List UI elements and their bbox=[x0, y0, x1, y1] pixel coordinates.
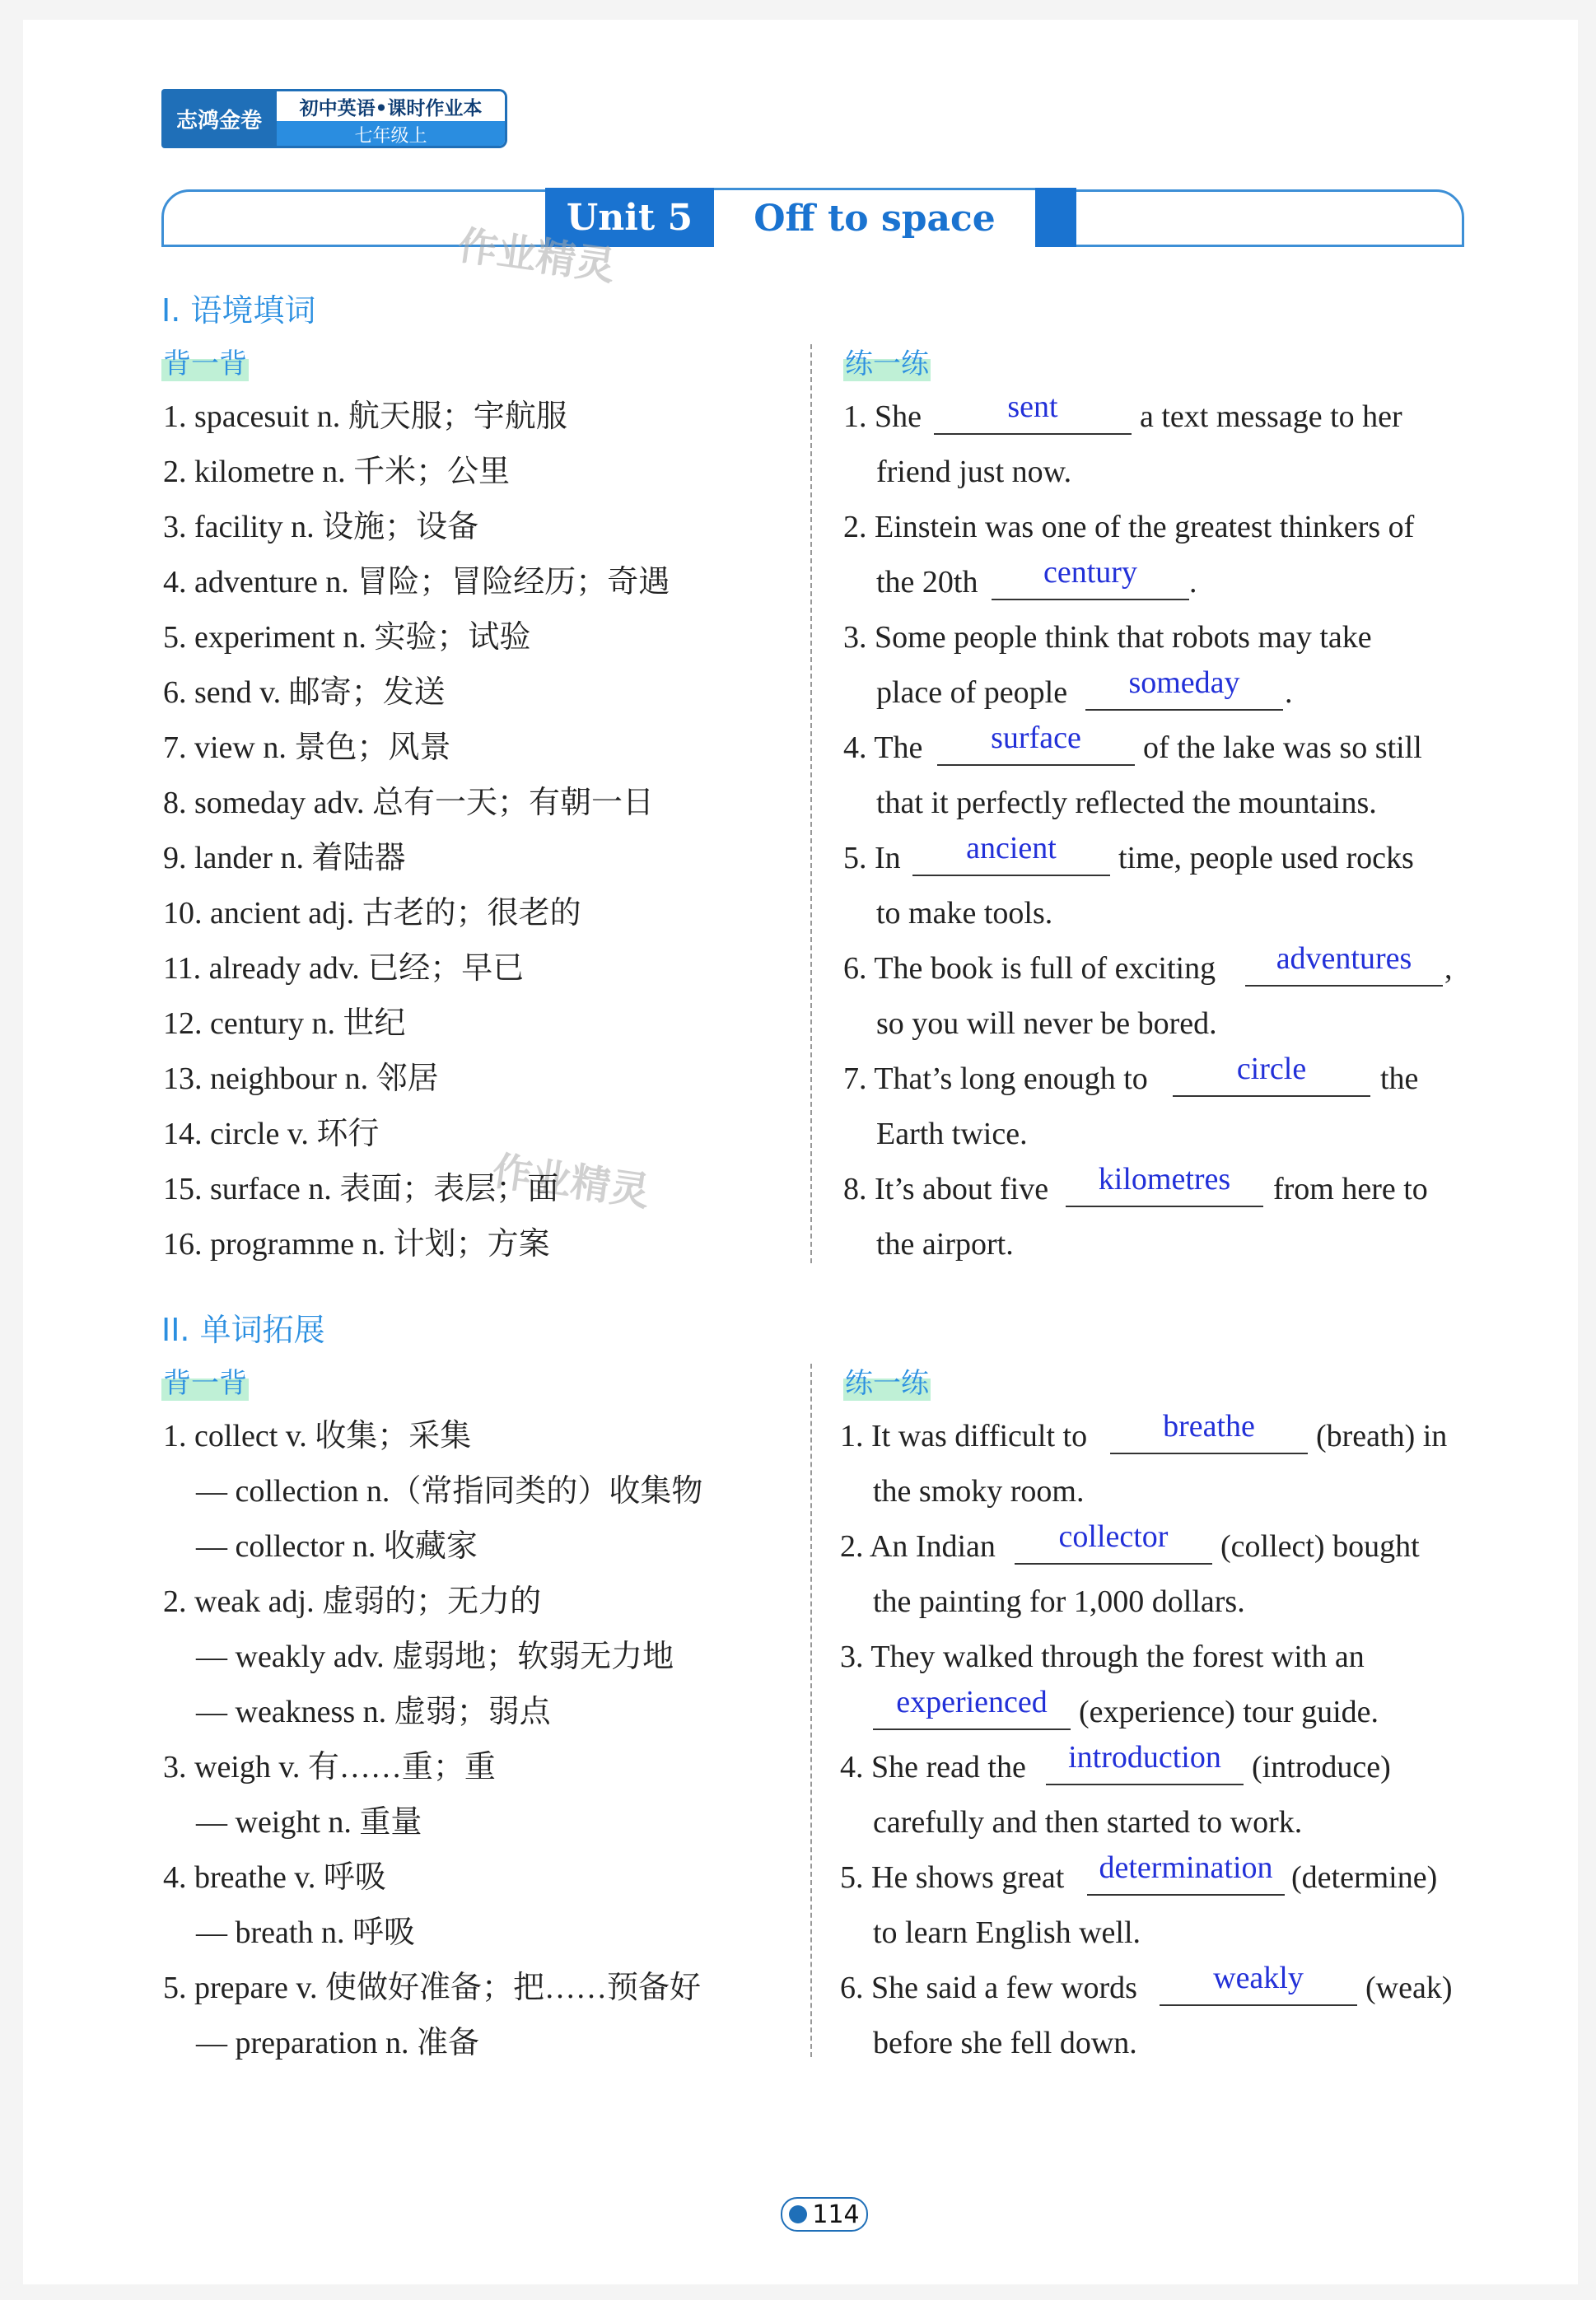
series-name: 初中英语•课时作业本 bbox=[277, 91, 505, 121]
exercise-text: 2. Einstein was one of the greatest thinkers of bbox=[843, 510, 1415, 544]
exercise-text: the painting for 1,000 dollars. bbox=[873, 1584, 1245, 1619]
exercise-text: 5. He shows great bbox=[840, 1860, 1065, 1895]
exercise-text: . bbox=[1285, 675, 1293, 710]
exercise-text: (collect) bought bbox=[1220, 1529, 1420, 1564]
exercise-text: from here to bbox=[1273, 1172, 1428, 1206]
answer-blank[interactable] bbox=[1085, 709, 1283, 711]
vocab-derivative: — collector n. 收藏家 bbox=[196, 1529, 478, 1564]
exercise-text: 4. The bbox=[843, 730, 923, 765]
exercise-text: 7. That’s long enough to bbox=[843, 1061, 1148, 1096]
exercise-text: the bbox=[1380, 1061, 1419, 1096]
answer-blank[interactable] bbox=[1110, 1453, 1308, 1454]
answer-blank[interactable] bbox=[992, 599, 1189, 600]
answer-text: sent bbox=[1007, 390, 1058, 424]
exercise-text: 1. It was difficult to bbox=[840, 1419, 1088, 1453]
vocab-item: 3. weigh v. 有……重；重 bbox=[163, 1750, 496, 1784]
vocab-item: 16. programme n. 计划；方案 bbox=[163, 1227, 550, 1262]
vocab-item: 1. collect v. 收集；采集 bbox=[163, 1419, 472, 1453]
exercise-text: time, people used rocks bbox=[1118, 841, 1414, 875]
watermark-middle: 作业精灵 bbox=[489, 1147, 653, 1216]
vocab-item: 7. view n. 景色；风景 bbox=[163, 730, 451, 765]
exercise-text: 5. In bbox=[843, 841, 901, 875]
series-badge bbox=[161, 89, 507, 148]
answer-blank[interactable] bbox=[934, 433, 1132, 435]
answer-text: circle bbox=[1236, 1052, 1307, 1086]
exercise-text: friend just now. bbox=[876, 455, 1072, 489]
answer-text: someday bbox=[1128, 665, 1240, 700]
answer-text: weakly bbox=[1213, 1961, 1304, 1995]
vocab-derivative: — weight n. 重量 bbox=[196, 1805, 422, 1840]
answer-blank[interactable] bbox=[937, 764, 1135, 766]
answer-text: collector bbox=[1058, 1519, 1169, 1554]
answer-blank[interactable] bbox=[1173, 1095, 1370, 1097]
vocab-item: 8. someday adv. 总有一天；有朝一日 bbox=[163, 786, 654, 820]
exercise-text: to make tools. bbox=[876, 896, 1053, 931]
vocab-item: 4. adventure n. 冒险；冒险经历；奇遇 bbox=[163, 565, 670, 599]
exercise-text: place of people bbox=[876, 675, 1068, 710]
exercise-text: 3. They walked through the forest with an bbox=[840, 1640, 1365, 1674]
exercise-text: a text message to her bbox=[1140, 399, 1402, 434]
vocab-derivative: — weakness n. 虚弱；弱点 bbox=[196, 1695, 551, 1729]
exercise-text: (breath) in bbox=[1316, 1419, 1448, 1453]
vocab-derivative: — breath n. 呼吸 bbox=[196, 1915, 415, 1950]
vocab-item: 1. spacesuit n. 航天服；宇航服 bbox=[163, 399, 567, 434]
answer-text: experienced bbox=[896, 1685, 1048, 1719]
exercise-text: of the lake was so still bbox=[1143, 730, 1422, 765]
exercise-text: (experience) tour guide. bbox=[1079, 1695, 1379, 1729]
exercise-text: before she fell down. bbox=[873, 2026, 1137, 2060]
unit-label: Unit 5 bbox=[545, 188, 714, 247]
page-number-text: 114 bbox=[812, 2200, 860, 2229]
vocab-item: 5. experiment n. 实验；试验 bbox=[163, 620, 531, 655]
answer-blank[interactable] bbox=[1087, 1894, 1285, 1896]
grade-label: 七年级上 bbox=[277, 121, 505, 148]
section-1-practice-heading: 练一练 bbox=[843, 341, 931, 381]
answer-text: introduction bbox=[1068, 1740, 1221, 1775]
vocab-item: 14. circle v. 环行 bbox=[163, 1117, 380, 1151]
section-2-divider bbox=[810, 1364, 812, 2057]
answer-text: century bbox=[1043, 555, 1137, 590]
vocab-item: 6. send v. 邮寄；发送 bbox=[163, 675, 446, 710]
exercise-text: Earth twice. bbox=[876, 1117, 1028, 1151]
vocab-item: 9. lander n. 着陆器 bbox=[163, 841, 406, 875]
answer-text: surface bbox=[991, 721, 1081, 755]
vocab-item: 12. century n. 世纪 bbox=[163, 1006, 406, 1041]
brand-logo: 志鸿金卷 bbox=[161, 89, 277, 148]
vocab-derivative: — weakly adv. 虚弱地；软弱无力地 bbox=[196, 1640, 674, 1674]
answer-blank[interactable] bbox=[1015, 1563, 1212, 1565]
vocab-item: 4. breathe v. 呼吸 bbox=[163, 1860, 386, 1895]
section-2-practice-heading: 练一练 bbox=[843, 1360, 931, 1401]
series-box bbox=[277, 89, 507, 148]
exercise-text: that it perfectly reflected the mountains. bbox=[876, 786, 1377, 820]
vocab-item: 13. neighbour n. 邻居 bbox=[163, 1061, 439, 1096]
answer-blank[interactable] bbox=[1046, 1784, 1244, 1785]
exercise-text: . bbox=[1189, 565, 1197, 599]
section-2-title: II. 单词拓展 bbox=[161, 1312, 325, 1348]
exercise-text: (weak) bbox=[1365, 1971, 1453, 2005]
vocab-item: 15. surface n. 表面；表层；面 bbox=[163, 1172, 559, 1206]
banner-tail-block bbox=[1035, 188, 1076, 247]
vocab-item: 2. weak adj. 虚弱的；无力的 bbox=[163, 1584, 542, 1619]
vocab-item: 11. already adv. 已经；早已 bbox=[163, 951, 525, 986]
section-1-memorize-heading: 背一背 bbox=[161, 341, 249, 381]
exercise-text: carefully and then started to work. bbox=[873, 1805, 1303, 1840]
exercise-text: (determine) bbox=[1291, 1860, 1438, 1895]
vocab-item: 3. facility n. 设施；设备 bbox=[163, 510, 479, 544]
exercise-text: 8. It’s about five bbox=[843, 1172, 1049, 1206]
section-2-memorize-heading: 背一背 bbox=[161, 1360, 249, 1401]
exercise-text: 4. She read the bbox=[840, 1750, 1026, 1784]
exercise-text: 2. An Indian bbox=[840, 1529, 996, 1564]
answer-blank[interactable] bbox=[912, 875, 1110, 876]
exercise-text: 6. She said a few words bbox=[840, 1971, 1137, 2005]
answer-text: kilometres bbox=[1098, 1162, 1231, 1197]
exercise-text: , bbox=[1444, 951, 1453, 986]
answer-blank[interactable] bbox=[1245, 985, 1443, 987]
section-1-title: I. 语境填词 bbox=[161, 292, 316, 329]
exercise-text: to learn English well. bbox=[873, 1915, 1141, 1950]
unit-title: Off to space bbox=[714, 188, 1035, 247]
exercise-text: the 20th bbox=[876, 565, 978, 599]
exercise-text: the airport. bbox=[876, 1227, 1014, 1262]
answer-blank[interactable] bbox=[1160, 2004, 1357, 2006]
answer-blank[interactable] bbox=[1066, 1206, 1263, 1207]
answer-blank[interactable] bbox=[873, 1728, 1071, 1730]
exercise-text: so you will never be bored. bbox=[876, 1006, 1217, 1041]
exercise-text: 1. She bbox=[843, 399, 922, 434]
exercise-text: 6. The book is full of exciting bbox=[843, 951, 1216, 986]
vocab-derivative: — collection n.（常指同类的）收集物 bbox=[196, 1474, 703, 1509]
watermark-top: 作业精灵 bbox=[455, 222, 618, 291]
vocab-item: 5. prepare v. 使做好准备；把……预备好 bbox=[163, 1971, 701, 2005]
answer-text: breathe bbox=[1163, 1409, 1255, 1444]
vocab-item: 2. kilometre n. 千米；公里 bbox=[163, 455, 511, 489]
exercise-text: the smoky room. bbox=[873, 1474, 1085, 1509]
exercise-text: (introduce) bbox=[1252, 1750, 1391, 1784]
answer-text: ancient bbox=[966, 831, 1057, 865]
answer-text: adventures bbox=[1276, 941, 1412, 976]
page-dot-icon bbox=[789, 2205, 807, 2223]
section-1-divider bbox=[810, 344, 812, 1263]
answer-text: determination bbox=[1099, 1850, 1273, 1885]
page-number bbox=[781, 2197, 868, 2232]
exercise-text: 3. Some people think that robots may take bbox=[843, 620, 1372, 655]
vocab-derivative: — preparation n. 准备 bbox=[196, 2026, 480, 2060]
vocab-item: 10. ancient adj. 古老的；很老的 bbox=[163, 896, 581, 931]
